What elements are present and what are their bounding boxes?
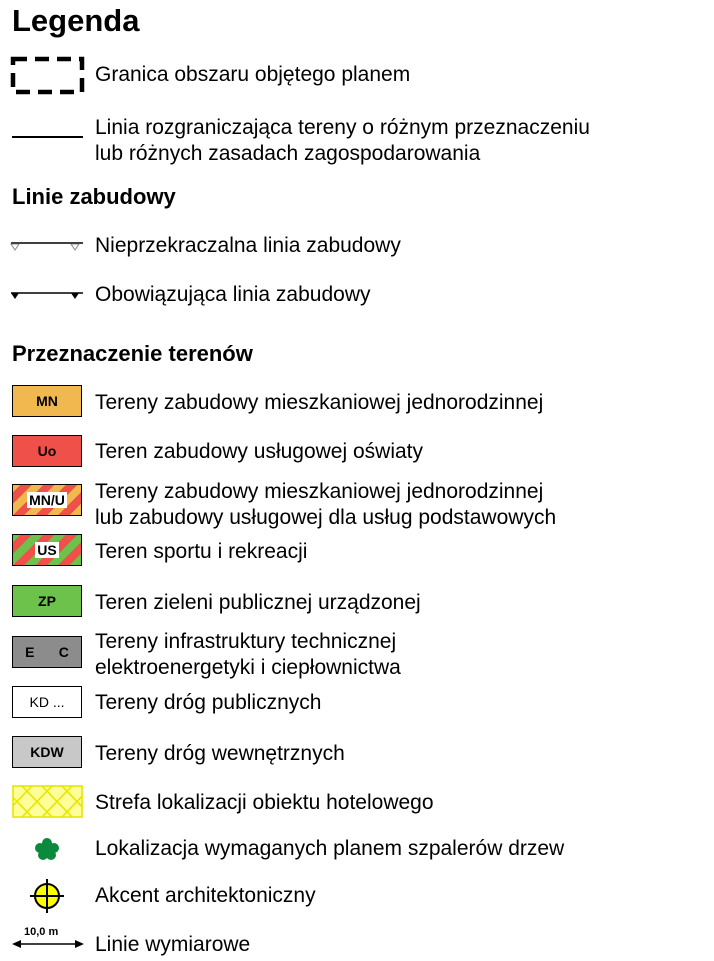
dividing-line-label-2: lub różnych zasadach zagospodarowania	[95, 142, 481, 165]
land-use-label-ec-2: elektroenergetyki i ciepłownictwa	[95, 656, 401, 679]
land-use-code-e: E	[25, 644, 35, 660]
land-use-swatch-mn	[12, 385, 82, 417]
building-line-mandatory-label: Obowiązująca linia zabudowy	[95, 283, 371, 306]
land-use-code-kdw: KDW	[30, 744, 64, 760]
land-use-code-uo: Uo	[37, 443, 57, 459]
hotel-zone-label: Strefa lokalizacji obiektu hotelowego	[95, 791, 434, 814]
hotel-zone-crosshatch-symbol	[12, 785, 84, 819]
solid-line-symbol	[12, 134, 84, 140]
tree-row-label: Lokalizacja wymaganych planem szpalerów drzew	[95, 837, 565, 860]
land-use-code-c: C	[58, 644, 69, 660]
land-use-label-mnu-2: lub zabudowy usługowej dla usług podstawowych	[95, 506, 557, 529]
dimension-lines-label: Linie wymiarowe	[95, 933, 251, 956]
land-use-code-us: US	[37, 542, 57, 558]
land-use-label-mn: Tereny zabudowy mieszkaniowej jednorodzinnej	[95, 391, 544, 414]
yellow-crosshair-circle-icon	[29, 878, 65, 914]
building-lines-heading: Linie zabudowy	[12, 184, 176, 209]
land-use-code-kd: KD ...	[29, 694, 65, 710]
land-use-label-ec-1: Tereny infrastruktury technicznej	[95, 630, 397, 653]
land-use-swatch-us	[12, 534, 82, 566]
land-use-swatch-ec	[12, 636, 82, 668]
filled-triangle-line-symbol	[10, 289, 84, 303]
land-use-heading: Przeznaczenie terenów	[12, 341, 253, 366]
dimension-text: 10,0 m	[24, 926, 59, 938]
land-use-label-uo: Teren zabudowy usługowej oświaty	[95, 440, 424, 463]
legend-title: Legenda	[12, 3, 140, 38]
land-use-code-zp: ZP	[38, 593, 56, 609]
land-use-label-us: Teren sportu i rekreacji	[95, 540, 308, 563]
land-use-code-mnu: MN/U	[29, 492, 65, 508]
green-flower-icon	[34, 837, 60, 861]
land-use-label-mnu-1: Tereny zabudowy mieszkaniowej jednorodzinnej	[95, 480, 544, 503]
architectural-accent-label: Akcent architektoniczny	[95, 884, 316, 907]
land-use-label-kd: Tereny dróg publicznych	[95, 691, 322, 714]
dividing-line-label-1: Linia rozgraniczająca tereny o różnym przeznaczeniu	[95, 116, 590, 139]
land-use-swatch-zp	[12, 585, 82, 617]
dimension-arrow-symbol	[12, 937, 84, 951]
land-use-label-zp: Teren zieleni publicznej urządzonej	[95, 591, 421, 614]
plan-boundary-label: Granica obszaru objętego planem	[95, 63, 411, 86]
land-use-code-mn: MN	[36, 393, 58, 409]
land-use-swatch-kd	[12, 686, 82, 718]
hollow-triangle-line-symbol	[10, 239, 84, 253]
land-use-swatch-kdw	[12, 736, 82, 768]
building-line-max-label: Nieprzekraczalna linia zabudowy	[95, 234, 401, 257]
land-use-swatch-uo	[12, 435, 82, 467]
land-use-label-kdw: Tereny dróg wewnętrznych	[95, 742, 345, 765]
dashed-rectangle-symbol	[10, 56, 86, 96]
land-use-swatch-mnu	[12, 484, 82, 516]
